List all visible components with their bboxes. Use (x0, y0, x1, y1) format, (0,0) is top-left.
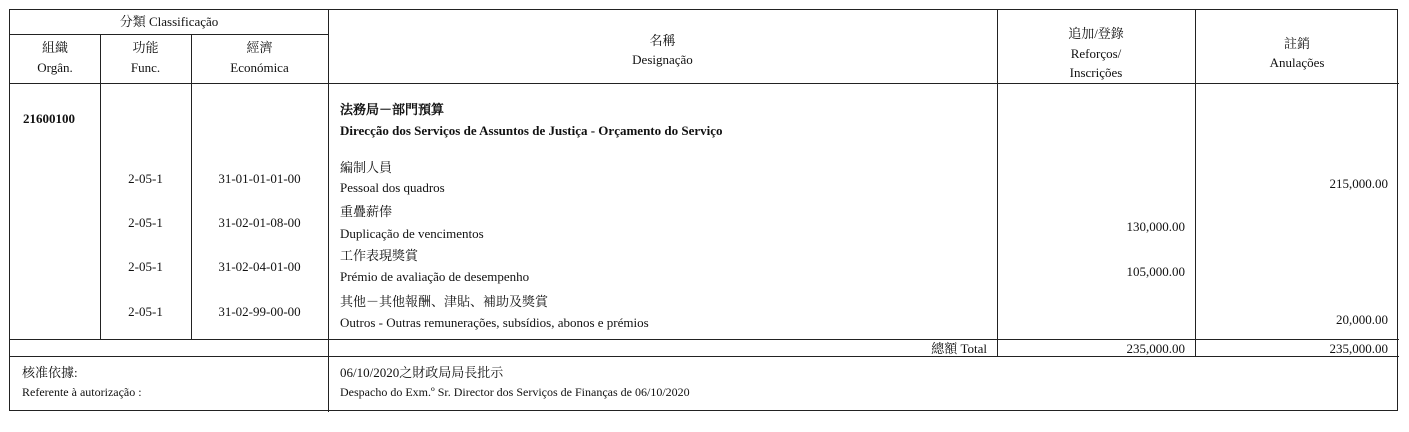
footer-desp-pt: Despacho do Exm.º Sr. Director dos Serviços de Finanças de 06/10/2020 (340, 385, 690, 399)
header-designacao-pt: Designação (632, 52, 693, 67)
row-reforco: 105,000.00 (1126, 264, 1185, 279)
row-anulacao: 20,000.00 (1336, 312, 1388, 327)
budget-sheet (9, 9, 1398, 411)
header-organica-zh: 組織 (41, 40, 68, 55)
header-organica-pt: Orgân. (37, 60, 73, 75)
header-classificacao: 分類 Classificação (119, 14, 219, 29)
row-name-pt: Prémio de avaliação de desempenho (340, 269, 530, 284)
header-reforcos-pt1: Reforços/ (1070, 46, 1122, 61)
header-anulacoes-zh: 註銷 (1283, 36, 1310, 51)
footer-ref-pt: Referente à autorização : (22, 385, 142, 399)
col-divider (997, 10, 998, 356)
row-name-pt: Pessoal dos quadros (340, 180, 445, 195)
row-econ: 31-02-99-00-00 (218, 304, 301, 319)
row-divider (10, 83, 1399, 84)
row-reforco: 130,000.00 (1126, 219, 1185, 234)
header-funcional-zh: 功能 (132, 40, 159, 55)
row-func: 2-05-1 (128, 304, 163, 319)
row-name-pt: Duplicação de vencimentos (340, 226, 484, 241)
header-economica-pt: Económica (230, 60, 289, 75)
row-divider (10, 34, 328, 35)
row-func: 2-05-1 (128, 215, 163, 230)
org-name-pt: Direcção dos Serviços de Assuntos de Justiça - Orçamento do Serviço (340, 123, 723, 138)
row-name-zh: 編制人員 (340, 160, 393, 175)
header-reforcos-pt2: Inscrições (1069, 65, 1123, 80)
row-name-zh: 其他－其他報酬、津貼、補助及獎賞 (340, 294, 549, 309)
row-econ: 31-01-01-01-00 (218, 171, 301, 186)
header-reforcos-zh: 追加/登錄 (1068, 26, 1124, 41)
row-econ: 31-02-04-01-00 (218, 259, 301, 274)
row-divider (10, 356, 1399, 357)
row-divider (10, 339, 1399, 340)
row-name-zh: 重疊薪俸 (340, 204, 393, 219)
header-designacao-zh: 名稱 (649, 33, 676, 48)
row-func: 2-05-1 (128, 259, 163, 274)
header-economica-zh: 經濟 (246, 40, 273, 55)
row-name-pt: Outros - Outras remunerações, subsídios, abonos e prémios (340, 315, 649, 330)
org-name-zh: 法務局－部門預算 (340, 102, 445, 117)
row-name-zh: 工作表現獎賞 (340, 248, 419, 263)
row-econ: 31-02-01-08-00 (218, 215, 301, 230)
total-reforcos: 235,000.00 (1126, 341, 1185, 356)
row-func: 2-05-1 (128, 171, 163, 186)
col-divider (191, 34, 192, 339)
footer-desp-zh: 06/10/2020之財政局局長批示 (340, 365, 504, 380)
col-divider (100, 34, 101, 339)
org-code: 21600100 (23, 111, 75, 126)
header-funcional-pt: Func. (130, 60, 161, 75)
total-label: 總額 Total (931, 341, 987, 356)
row-anulacao: 215,000.00 (1329, 176, 1388, 191)
total-anulacoes: 235,000.00 (1329, 341, 1388, 356)
header-anulacoes-pt: Anulações (1269, 55, 1325, 70)
footer-ref-zh: 核准依據: (22, 365, 78, 380)
